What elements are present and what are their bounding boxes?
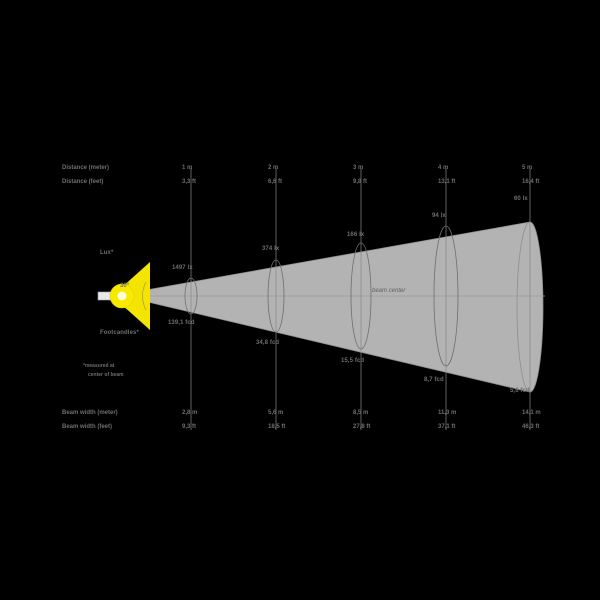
lux-value-5: 60 lx — [514, 196, 528, 202]
label-beam-angle: 30° — [120, 283, 130, 289]
lux-value-3: 166 lx — [347, 232, 365, 238]
row-label-beamwidth-meter: Beam width (meter) — [62, 410, 118, 416]
beamwidth-feet-1: 9,3 ft — [182, 424, 197, 430]
label-lux: Lux* — [100, 250, 114, 256]
distance-feet-4: 13,1 ft — [438, 179, 456, 185]
lux-value-2: 374 lx — [262, 246, 280, 252]
distance-feet-5: 16,4 ft — [522, 179, 540, 185]
lamp-hotspot-icon — [118, 292, 127, 301]
beamwidth-feet-3: 27,8 ft — [353, 424, 371, 430]
distance-feet-2: 6,6 ft — [268, 179, 283, 185]
beamwidth-meter-3: 8,5 m — [353, 410, 369, 416]
distance-meter-4: 4 m — [438, 165, 449, 171]
footnote-line-2: center of beam — [88, 372, 124, 378]
beamwidth-meter-4: 11,3 m — [438, 410, 457, 416]
footcandles-value-2: 34,8 fcd — [256, 340, 280, 346]
footnote-line-1: *measured at — [83, 363, 115, 369]
label-footcandles: Footcandles* — [100, 330, 139, 336]
lux-value-1: 1497 lx — [172, 265, 193, 271]
beamwidth-feet-2: 18,5 ft — [268, 424, 286, 430]
lux-value-4: 94 lx — [432, 213, 446, 219]
footcandles-value-1: 139,1 fcd — [168, 320, 195, 326]
footcandles-value-5: 5,6 fcd — [510, 388, 530, 394]
row-label-beamwidth-feet: Beam width (feet) — [62, 424, 113, 430]
beam-center-label: beam center — [372, 288, 406, 294]
row-label-distance-meter: Distance (meter) — [62, 165, 110, 171]
beamwidth-meter-1: 2,8 m — [182, 410, 198, 416]
beamwidth-feet-4: 37,1 ft — [438, 424, 456, 430]
beamwidth-meter-2: 5,6 m — [268, 410, 284, 416]
row-label-distance-feet: Distance (feet) — [62, 179, 104, 185]
beamwidth-feet-5: 46,3 ft — [522, 424, 540, 430]
distance-meter-1: 1 m — [182, 165, 193, 171]
footcandles-value-4: 8,7 fcd — [424, 377, 444, 383]
distance-meter-3: 3 m — [353, 165, 364, 171]
distance-feet-1: 3,3 ft — [182, 179, 197, 185]
distance-meter-5: 5 m — [522, 165, 533, 171]
distance-feet-3: 9,8 ft — [353, 179, 368, 185]
beam-cone-fill — [118, 222, 530, 392]
beamwidth-meter-5: 14,1 m — [522, 410, 541, 416]
distance-meter-2: 2 m — [268, 165, 279, 171]
footcandles-value-3: 15,5 fcd — [341, 358, 365, 364]
